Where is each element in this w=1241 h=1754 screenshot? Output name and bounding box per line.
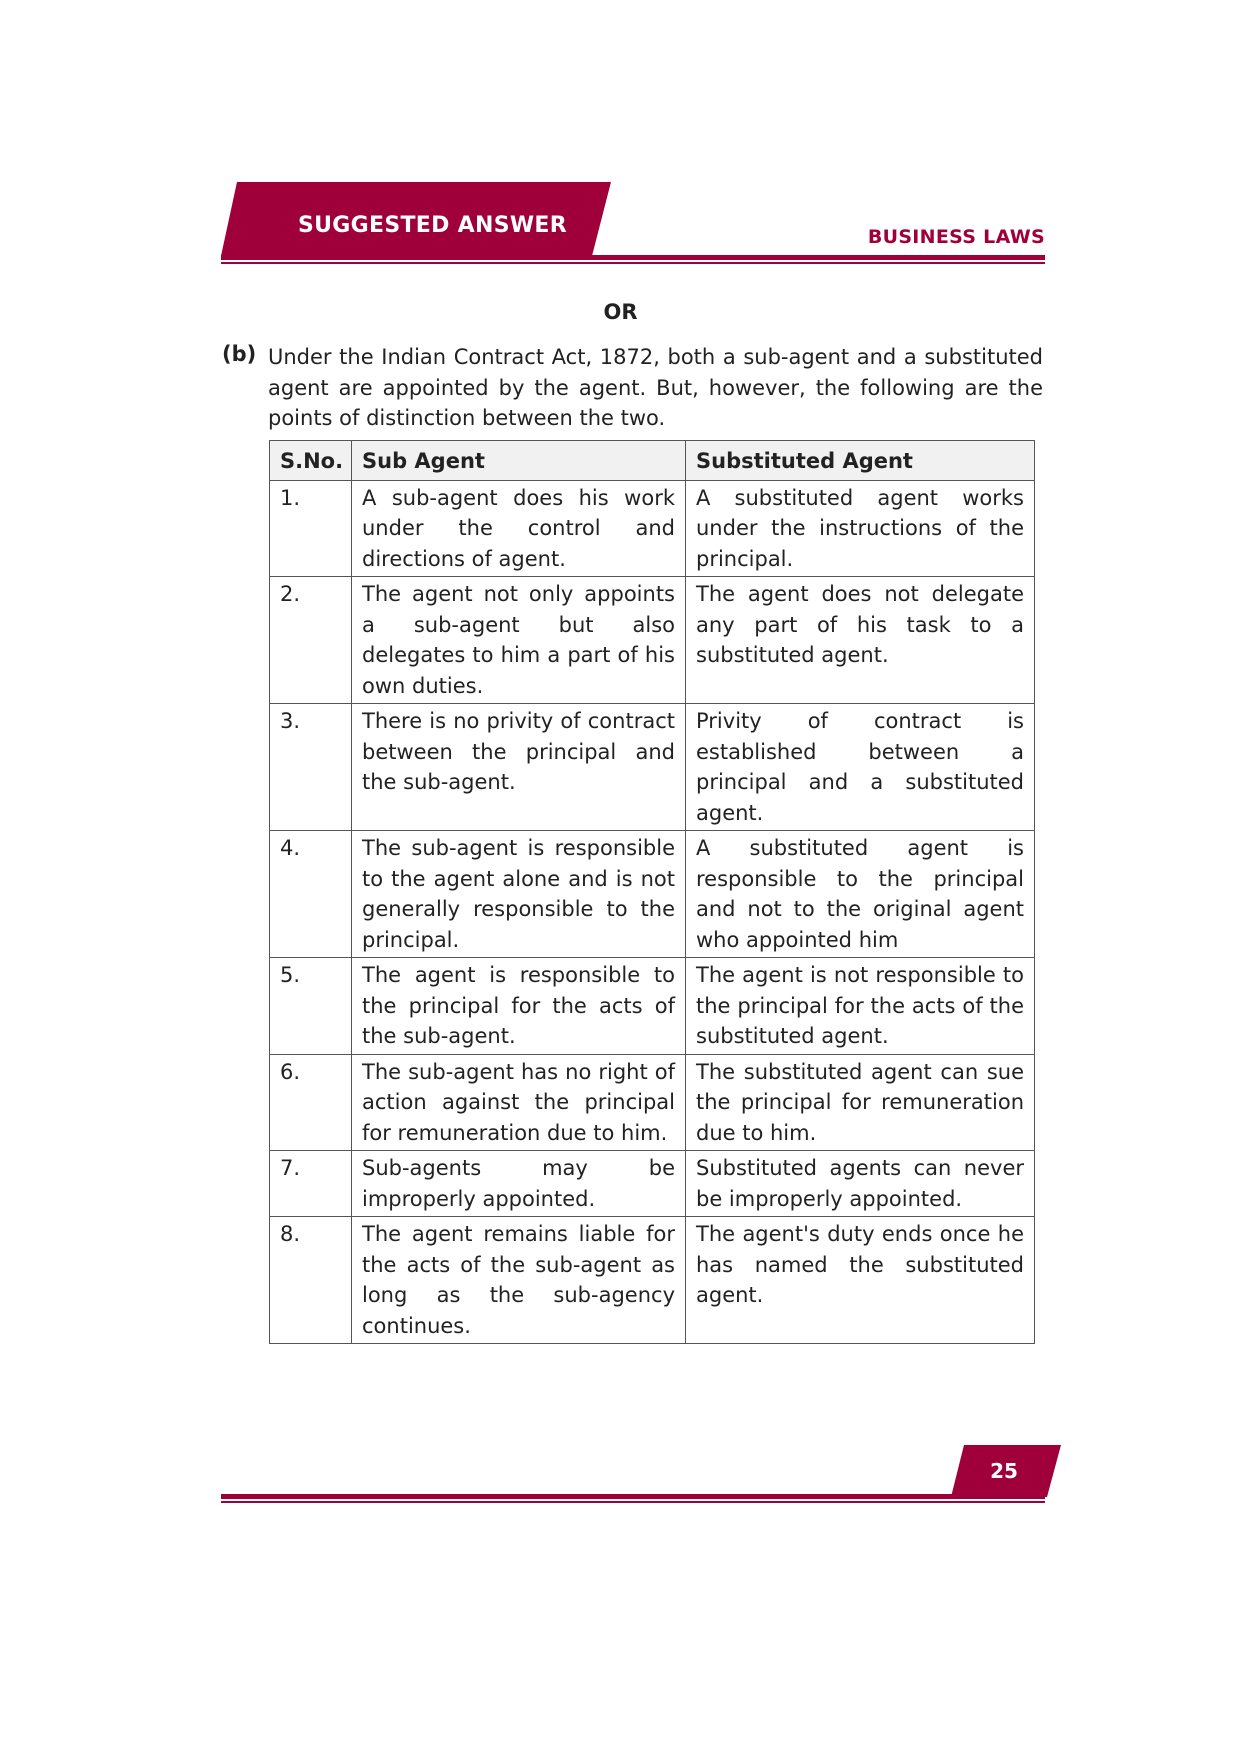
table-row — [270, 1217, 1035, 1344]
footer-rule-thin — [221, 1501, 1045, 1503]
header-subject: BUSINESS LAWS — [867, 226, 1045, 248]
row-sub-agent: Sub-agents may be improperly appointed. — [352, 1151, 686, 1217]
row-substituted-agent: The agent's duty ends once he has named the substituted agent. — [686, 1217, 1035, 1344]
row-sub-agent: The sub-agent has no right of action against the principal for remuneration due to him. — [352, 1054, 686, 1151]
row-sub-agent: The sub-agent is responsible to the agent alone and is not generally responsible to the principal. — [352, 831, 686, 958]
row-sno: 5. — [270, 958, 352, 1055]
table-row — [270, 831, 1035, 958]
row-sub-agent: The agent remains liable for the acts of the sub-agent as long as the sub-agency continues. — [352, 1217, 686, 1344]
row-substituted-agent: Privity of contract is established between a principal and a substituted agent. — [686, 704, 1035, 831]
row-sno: 6. — [270, 1054, 352, 1151]
comparison-table — [269, 440, 1035, 1344]
row-substituted-agent: The agent is not responsible to the principal for the acts of the substituted agent. — [686, 958, 1035, 1055]
header-substituted-agent: Substituted Agent — [686, 441, 1035, 481]
question-marker: (b) — [222, 342, 257, 366]
row-sno: 1. — [270, 480, 352, 577]
header-rule — [221, 255, 1045, 260]
row-sub-agent: The agent not only appoints a sub-agent but also delegates to him a part of his own duties. — [352, 577, 686, 704]
row-sub-agent: There is no privity of contract between the principal and the sub-agent. — [352, 704, 686, 831]
row-sno: 8. — [270, 1217, 352, 1344]
header-sub-agent: Sub Agent — [352, 441, 686, 481]
table-row — [270, 1151, 1035, 1217]
row-sub-agent: A sub-agent does his work under the control and directions of agent. — [352, 480, 686, 577]
row-sno: 3. — [270, 704, 352, 831]
table-row — [270, 480, 1035, 577]
row-substituted-agent: A substituted agent is responsible to the principal and not to the original agent who appointed him — [686, 831, 1035, 958]
row-substituted-agent: A substituted agent works under the instructions of the principal. — [686, 480, 1035, 577]
row-sno: 4. — [270, 831, 352, 958]
footer-rule — [221, 1494, 1045, 1499]
table-row — [270, 1054, 1035, 1151]
row-substituted-agent: The substituted agent can sue the principal for remuneration due to him. — [686, 1054, 1035, 1151]
table-header-row — [270, 441, 1035, 481]
row-substituted-agent: Substituted agents can never be improperly appointed. — [686, 1151, 1035, 1217]
page-number: 25 — [990, 1459, 1018, 1483]
or-label: OR — [603, 300, 638, 324]
header-tab-label: SUGGESTED ANSWER — [298, 213, 567, 238]
table-row — [270, 577, 1035, 704]
header-rule-thin — [221, 262, 1045, 264]
table-row — [270, 704, 1035, 831]
header-sno: S.No. — [270, 441, 352, 481]
row-sub-agent: The agent is responsible to the principal for the acts of the sub-agent. — [352, 958, 686, 1055]
row-sno: 7. — [270, 1151, 352, 1217]
row-substituted-agent: The agent does not delegate any part of his task to a substituted agent. — [686, 577, 1035, 704]
question-intro: Under the Indian Contract Act, 1872, both a sub-agent and a substituted agent are appointed by the agent. But, however, the following are the points of distinction between the two. — [268, 345, 1043, 430]
row-sno: 2. — [270, 577, 352, 704]
table-row — [270, 958, 1035, 1055]
